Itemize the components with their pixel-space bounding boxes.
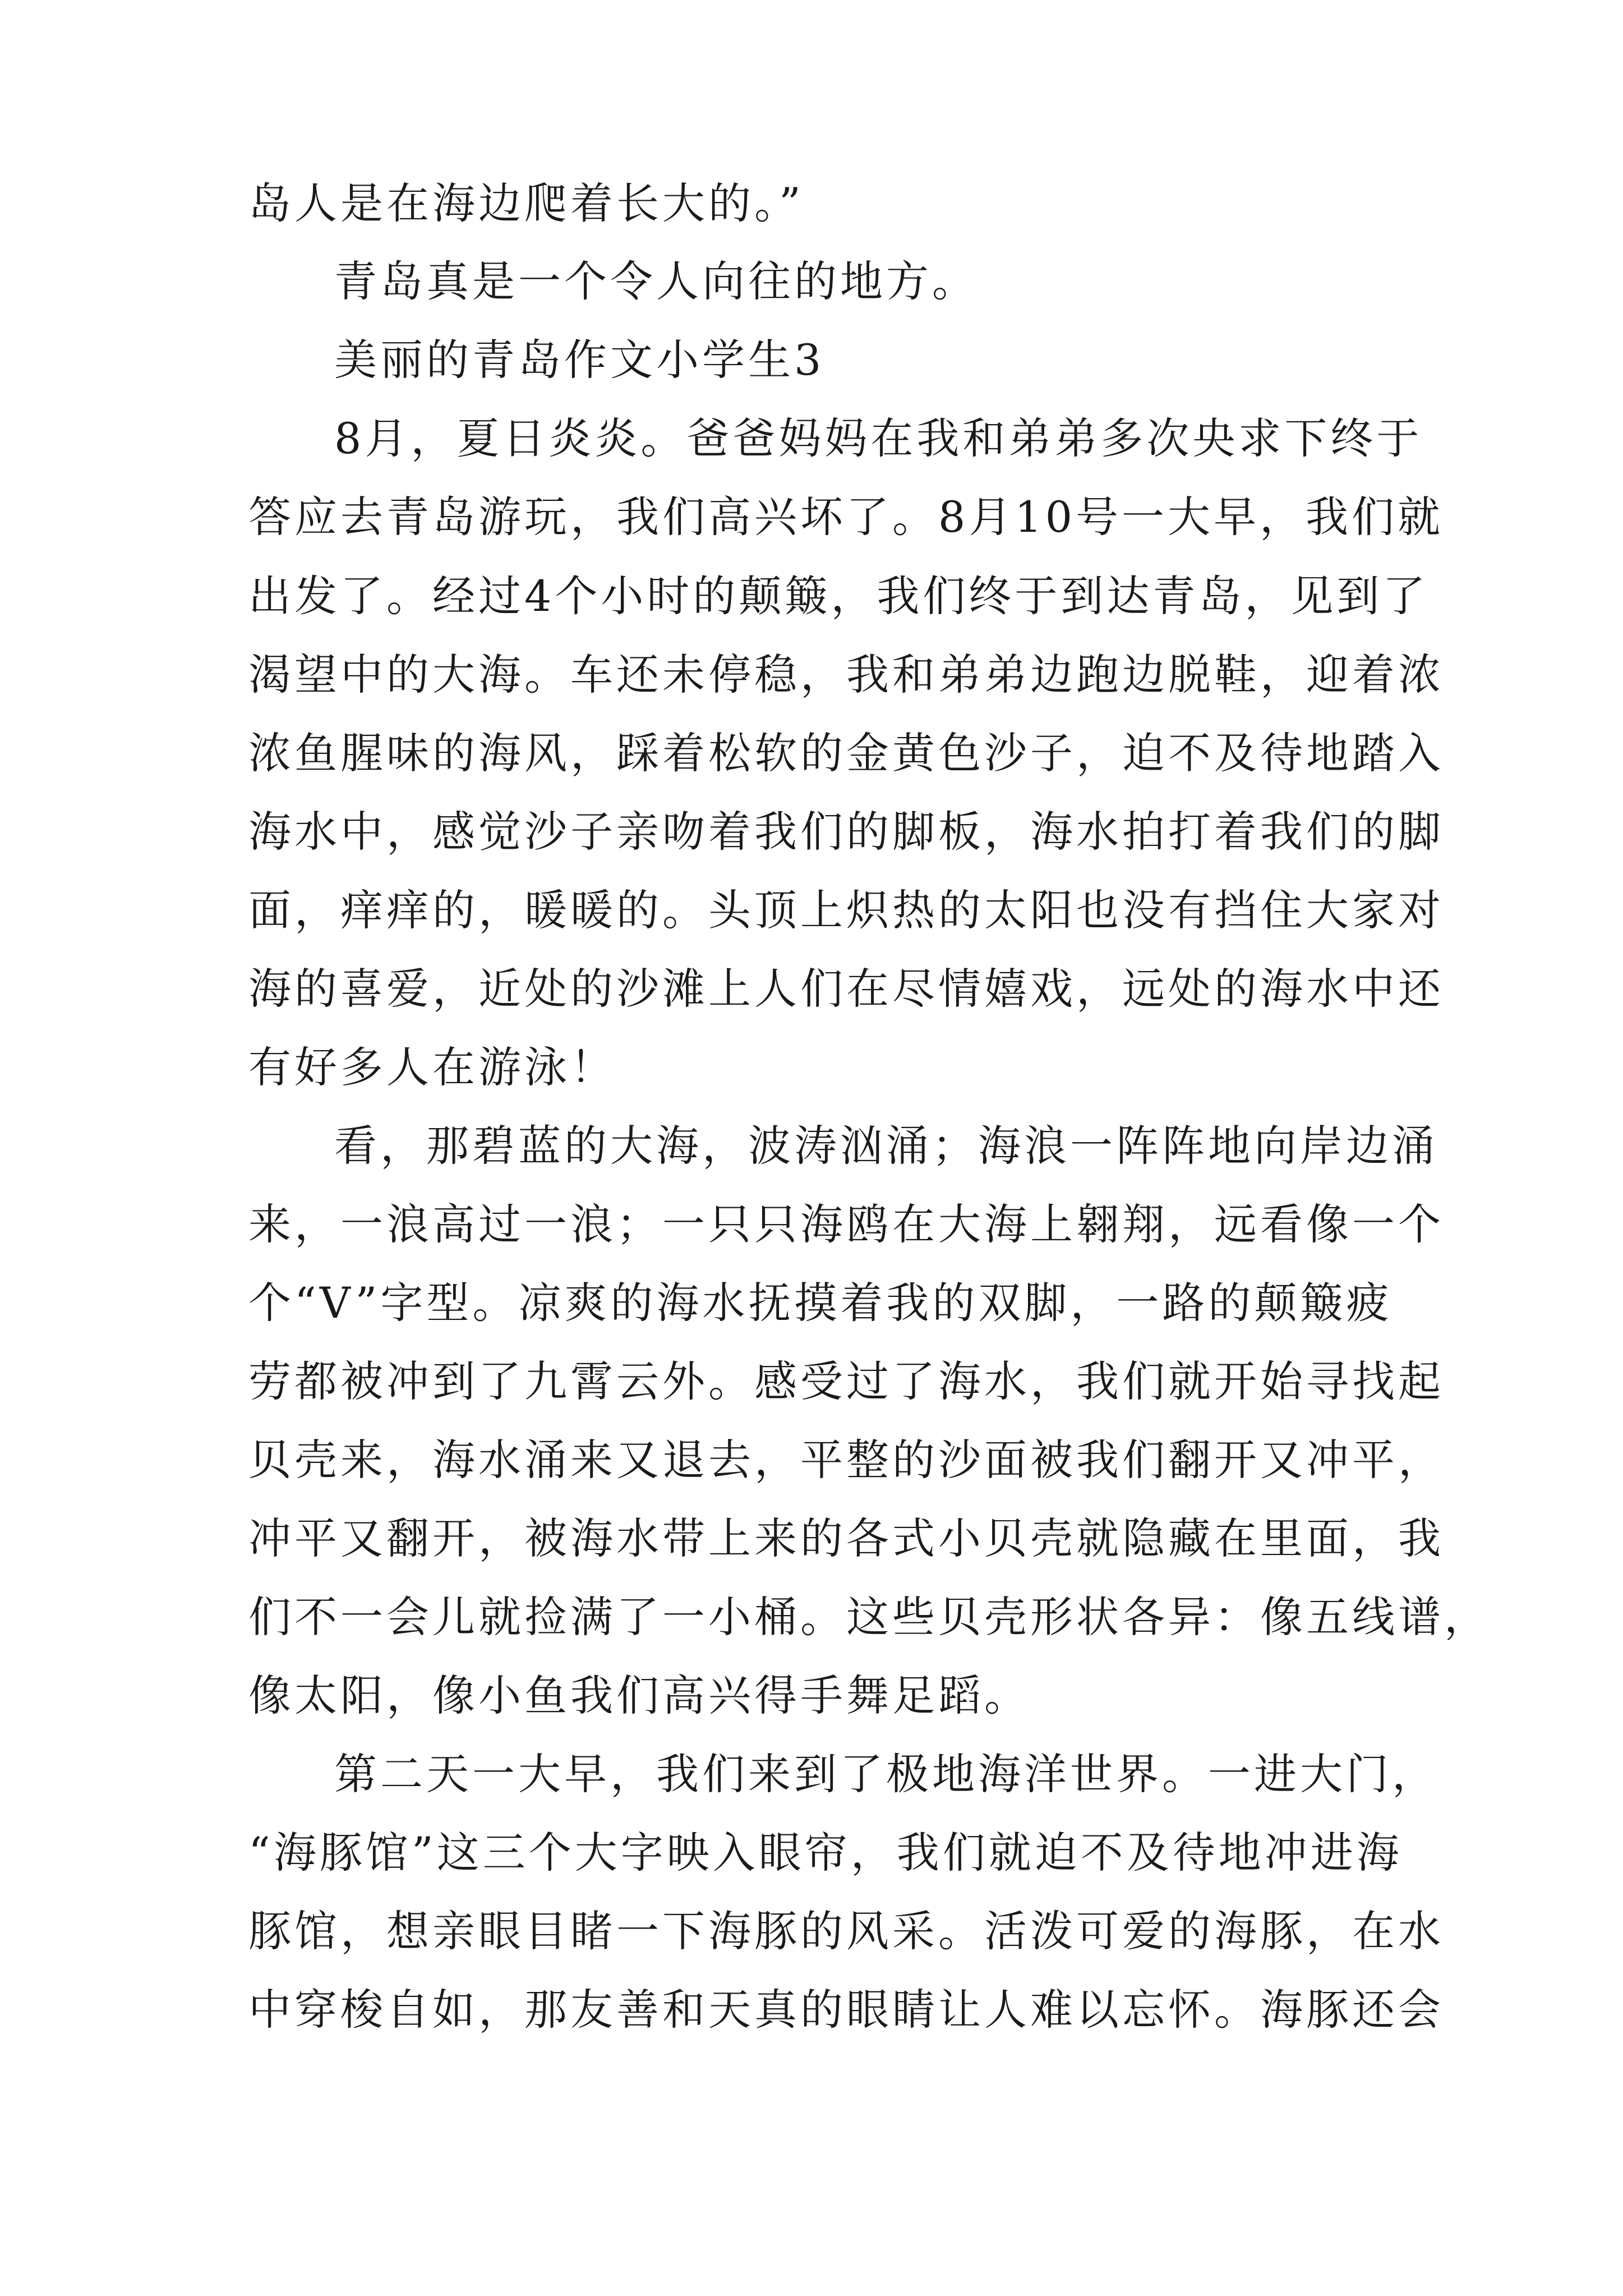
- text-line: 浓鱼腥味的海风，踩着松软的金黄色沙子，迫不及待地踏入: [248, 728, 1444, 778]
- text-line: 劳都被冲到了九霄云外。感受过了海水，我们就开始寻找起: [248, 1356, 1444, 1406]
- text-line: 们不一会儿就捡满了一小桶。这些贝壳形状各异：像五线谱，: [248, 1592, 1490, 1642]
- text-line: “海豚馆”这三个大字映入眼帘，我们就迫不及待地冲进海: [248, 1828, 1403, 1878]
- text-line: 个“V”字型。凉爽的海水抚摸着我的双脚，一路的颠簸疲: [248, 1278, 1393, 1328]
- text-line: 像太阳，像小鱼我们高兴得手舞足蹈。: [248, 1671, 1030, 1720]
- text-line: 岛人是在海边爬着长大的。”: [248, 178, 804, 228]
- text-line: 中穿梭自如，那友善和天真的眼睛让人难以忘怀。海豚还会: [248, 1985, 1444, 2035]
- text-line: 答应去青岛游玩，我们高兴坏了。8月10号一大早，我们就: [248, 492, 1444, 542]
- text-line: 第二天一大早，我们来到了极地海洋世界。一进大门，: [334, 1749, 1438, 1799]
- text-line: 美丽的青岛作文小学生3: [334, 335, 825, 385]
- text-line: 来，一浪高过一浪；一只只海鸥在大海上翱翔，远看像一个: [248, 1199, 1444, 1249]
- text-line: 青岛真是一个令人向往的地方。: [334, 256, 978, 306]
- text-line: 海水中，感觉沙子亲吻着我们的脚板，海水拍打着我们的脚: [248, 807, 1444, 857]
- text-line: 渴望中的大海。车还未停稳，我和弟弟边跑边脱鞋，迎着浓: [248, 650, 1444, 700]
- text-line: 有好多人在游泳！: [248, 1042, 616, 1092]
- text-line: 出发了。经过4个小时的颠簸，我们终于到达青岛，见到了: [248, 571, 1429, 621]
- text-line: 看，那碧蓝的大海，波涛汹涌；海浪一阵阵地向岸边涌: [334, 1121, 1438, 1171]
- text-line: 贝壳来，海水涌来又退去，平整的沙面被我们翻开又冲平，: [248, 1435, 1444, 1485]
- text-line: 冲平又翻开，被海水带上来的各式小贝壳就隐藏在里面，我: [248, 1513, 1444, 1563]
- text-line: 8月，夏日炎炎。爸爸妈妈在我和弟弟多次央求下终于: [334, 413, 1423, 463]
- text-line: 海的喜爱，近处的沙滩上人们在尽情嬉戏，远处的海水中还: [248, 964, 1444, 1014]
- text-line: 豚馆，想亲眼目睹一下海豚的风采。活泼可爱的海豚，在水: [248, 1906, 1444, 1956]
- text-line: 面，痒痒的，暖暖的。头顶上炽热的太阳也没有挡住大家对: [248, 885, 1444, 935]
